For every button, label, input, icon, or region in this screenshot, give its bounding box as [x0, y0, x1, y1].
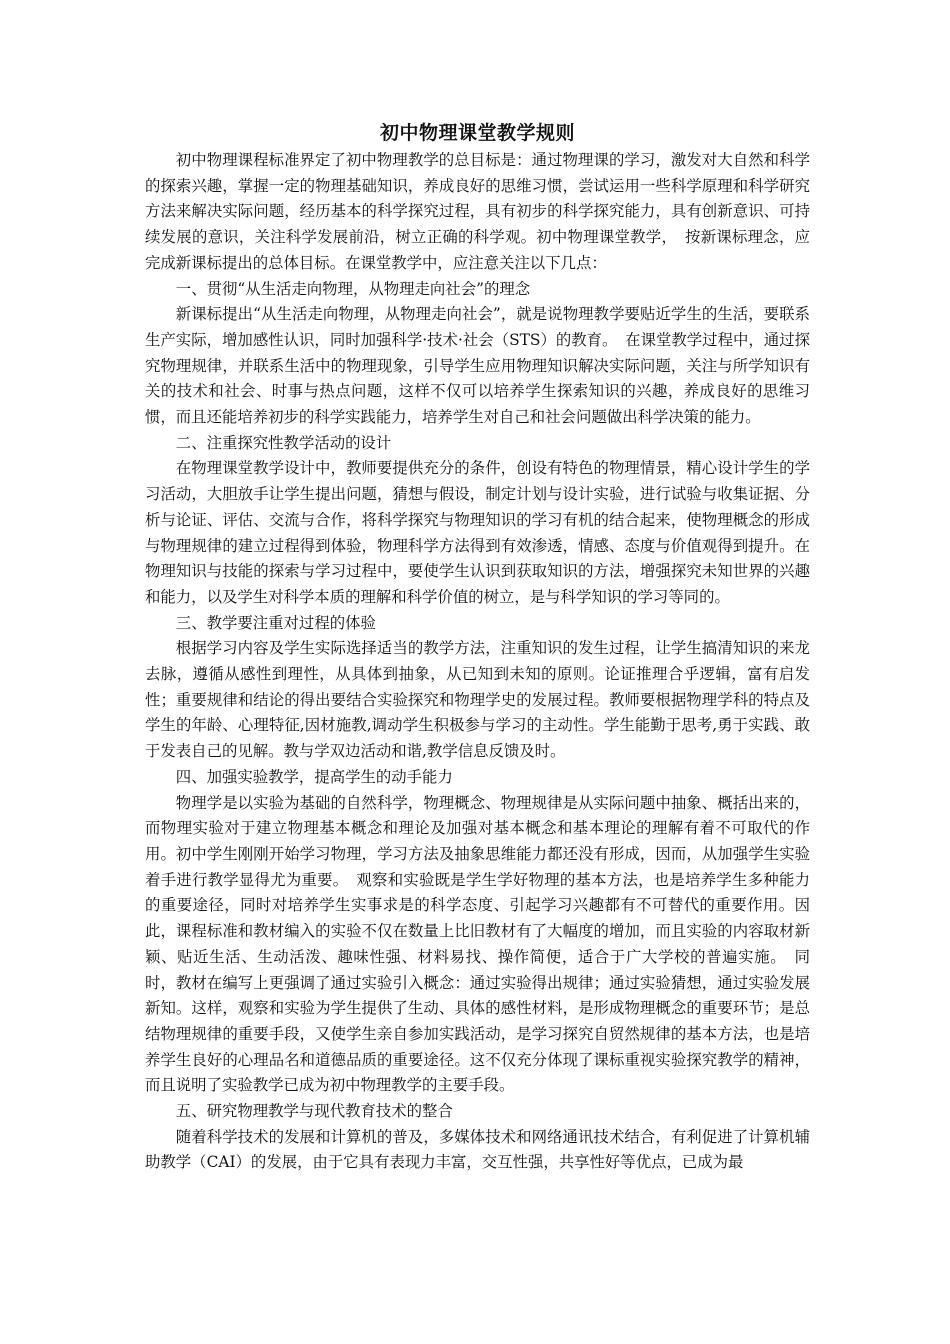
section-heading-3: 三、教学要注重对过程的体验 [175, 613, 376, 632]
section-body-4: 物理学是以实验为基础的自然科学，物理概念、物理规律是从实际问题中抽象、概括出来的，而物理实验对于建立物理基本概念和理论及加强对基本概念和基本理论的理解有着不可取代的作用。初中学生刚刚开始学习物理，学习方法及抽象思维能力都还没有形成，因而，从加强学生实验着手进行教学显得尤为重要。 观察和实验既是学生学好物理的基本方法，也是培养学生多种能力的重要途径，同时对培养学生实事求是的科学态度、引起学习兴趣都有不可替代的重要作用。因此，课程标准和教材编入的实验不仅在数量上比旧教材有了大幅度的增加，而且实验的内容取材新颖、贴近生活、生动活泼、趣味性强、材料易找、操作简便，适合于广大学校的普遍实施。 同时，教材在编写上更强调了通过实验引入概念：通过实验得出规律；通过实验猜想，通过实验发展新知。这样，观察和实验为学生提供了生动、具体的感性材料，是形成物理概念的重要环节；是总结物理规律的重要手段，又使学生亲自参加实践活动，是学习探究自贸然规律的基本方法，也是培养学生良好的心理品名和道德品质的重要途径。这不仅充分体现了课标重视实验探究教学的精神，而且说明了实验教学已成为初中物理教学的主要手段。 [145, 793, 810, 1095]
document-page [145, 118, 810, 1176]
section-heading-4: 四、加强实验教学，提高学生的动手能力 [175, 767, 453, 786]
section-heading-1: 一、贯彻“从生活走向物理，从物理走向社会”的理念 [175, 279, 531, 298]
section-heading-5: 五、研究物理教学与现代教育技术的整合 [175, 1102, 453, 1121]
section-heading-2: 二、注重探究性教学活动的设计 [175, 433, 392, 452]
section-body-3: 根据学习内容及学生实际选择适当的教学方法，注重知识的发生过程，让学生搞清知识的来龙去脉，遵循从感性到理性，从具体到抽象，从已知到未知的原则。论证推理合乎逻辑，富有启发性；重要规律和结论的得出要结合实验探究和物理学史的发展过程。教师要根据物理学科的特点及学生的年龄、心理特征,因材施教,调动学生积极参与学习的主动性。学生能勤于思考,勇于实践、敢于发表自己的见解。教与学双边活动和谐,教学信息反馈及时。 [145, 639, 810, 761]
intro-paragraph: 初中物理课程标准界定了初中物理教学的总目标是：通过物理课的学习，激发对大自然和科学的探索兴趣，掌握一定的物理基础知识，养成良好的思维习惯，尝试运用一些科学原理和科学研究方法来解决实际问题，经历基本的科学探究过程，具有初步的科学探究能力，具有创新意识、可持续发展的意识，关注科学发展前沿，树立正确的科学观。初中物理课堂教学， 按新课标理念，应完成新课标提出的总体目标。在课堂教学中，应注意关注以下几点： [145, 151, 810, 272]
section-body-2: 在物理课堂教学设计中，教师要提供充分的条件，创设有特色的物理情景，精心设计学生的学习活动，大胆放手让学生提出问题，猜想与假设，制定计划与设计实验，进行试验与收集证据、分析与论证、评估、交流与合作，将科学探究与物理知识的学习有机的结合起来，使物理概念的形成与物理规律的建立过程得到体验，物理科学方法得到有效渗透，情感、态度与价值观得到提升。在物理知识与技能的探索与学习过程中，要使学生认识到获取知识的方法，增强探究未知世界的兴趣和能力，以及学生对科学本质的理解和科学价值的树立，是与科学知识的学习等同的。 [145, 459, 810, 606]
document-title: 初中物理课堂教学规则 [379, 122, 575, 144]
section-body-5: 随着科学技术的发展和计算机的普及，多媒体技术和网络通讯技术结合，有利促进了计算机辅助教学（CAI）的发展，由于它具有表现力丰富，交互性强，共享性好等优点，已成为最 [145, 1127, 810, 1172]
section-body-1: 新课标提出“从生活走向物理，从物理走向社会”，就是说物理教学要贴近学生的生活，要联系生产实际，增加感性认识，同时加强科学·技术·社会（STS）的教育。 在课堂教学过程中，通过探究物理规律，并联系生活中的物理现象，引导学生应用物理知识解决实际问题，关注与所学知识有关的技术和社会、时事与热点问题，这样不仅可以培养学生探索知识的兴趣，养成良好的思维习惯，而且还能培养初步的科学实践能力，培养学生对自己和社会问题做出科学决策的能力。 [145, 305, 810, 427]
